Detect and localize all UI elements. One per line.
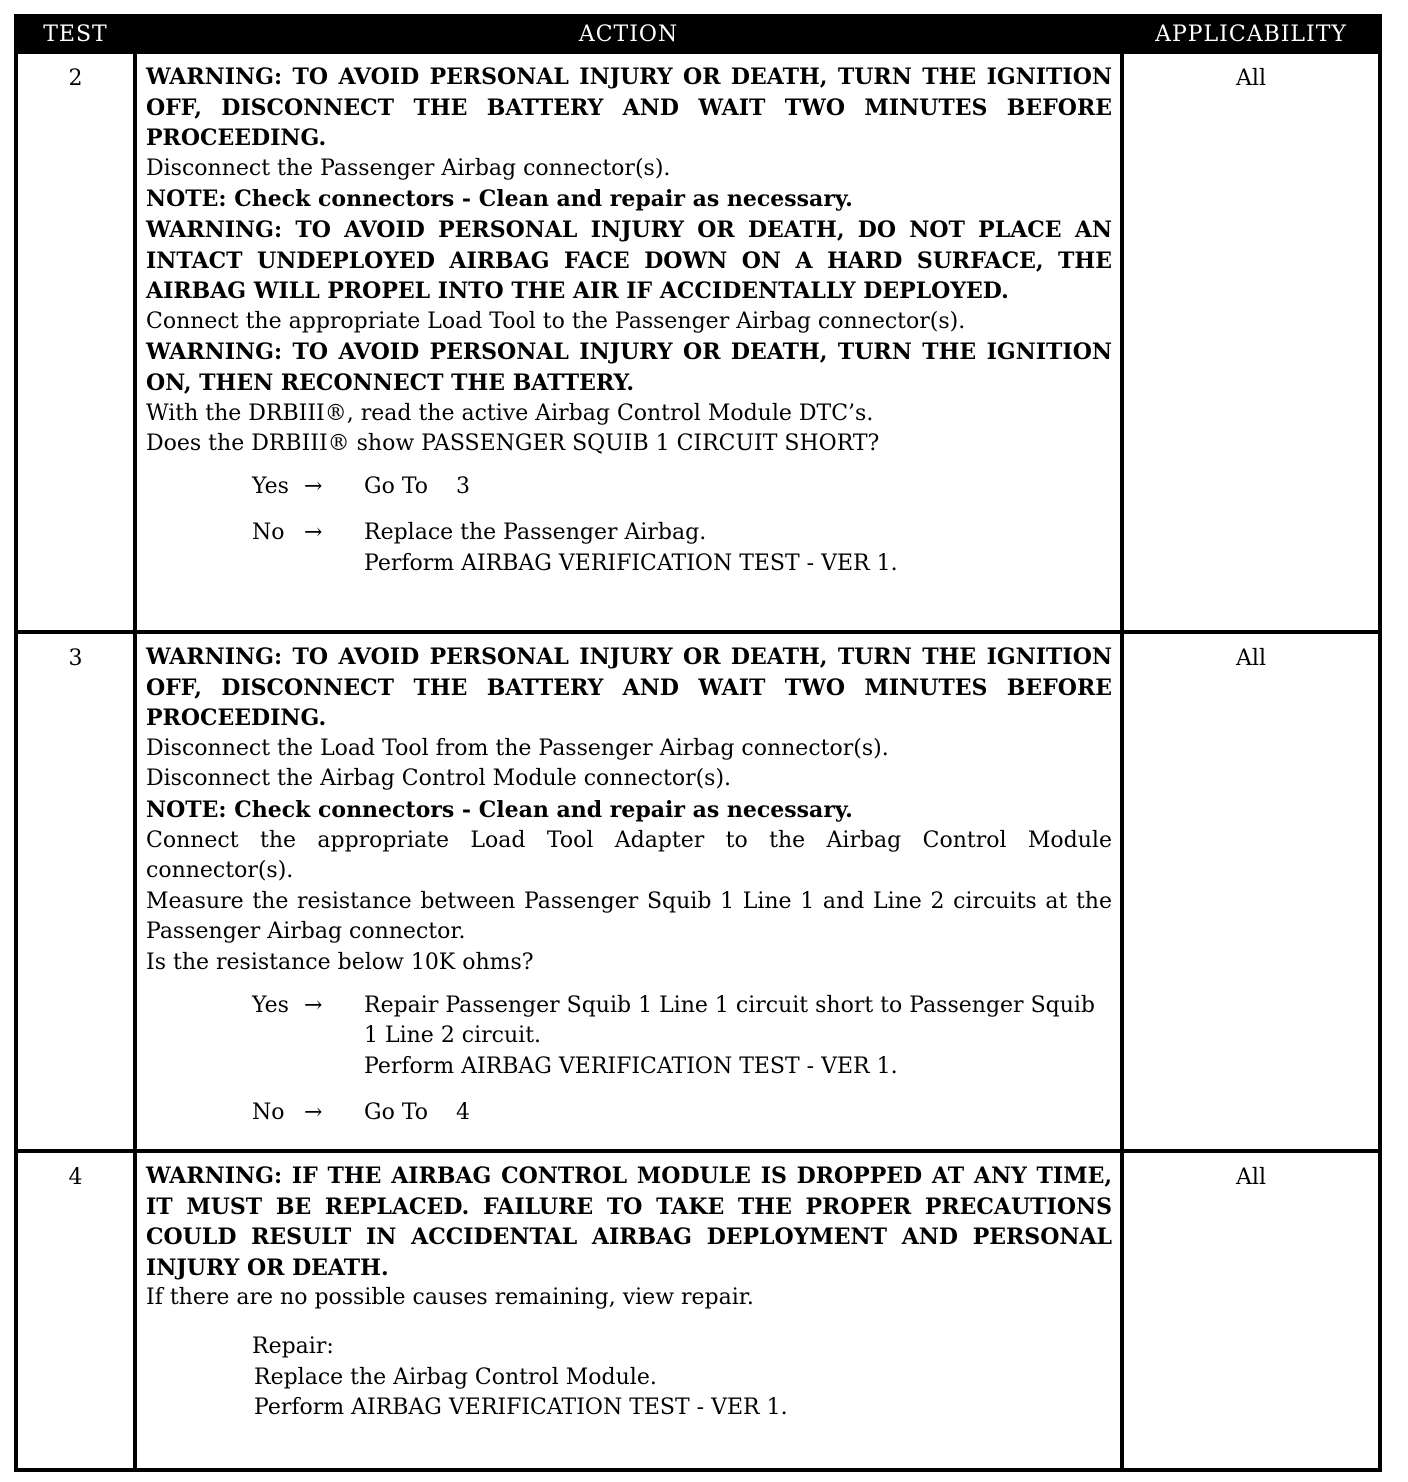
branch-label: No [252,520,285,546]
test-number: 2 [16,52,135,632]
test-row [16,52,1380,632]
step-text: Disconnect the Airbag Control Module connector(s). [146,766,732,792]
branch-label: Yes [252,473,289,499]
repair-line: Perform AIRBAG VERIFICATION TEST - VER 1. [254,1395,788,1421]
branch-yes [252,991,1112,1083]
repair-steps [254,1363,1112,1424]
repair-line: Replace the Airbag Control Module. [254,1364,657,1390]
note-text: NOTE: Check connectors - Clean and repair as necessary. [146,186,853,213]
header-action: ACTION [135,16,1122,52]
applicability-value: All [1122,1151,1380,1470]
step-text: If there are no possible causes remaining, view repair. [146,1285,754,1311]
action-cell [135,1151,1122,1470]
branch-no [252,1098,1112,1129]
branch-yes [252,472,1112,503]
branch-result [364,518,1112,579]
result-line: Replace the Passenger Airbag. [364,520,707,546]
step-text: With the DRBIII®, read the active Airbag Control Module DTC’s. [146,400,874,426]
branch-result [364,472,1112,503]
branch-result [364,1098,1112,1129]
result-line: Perform AIRBAG VERIFICATION TEST - VER 1. [364,550,898,576]
arrow-right-icon: → [304,992,323,1018]
arrow-right-icon: → [304,520,323,546]
warning-text: WARNING: TO AVOID PERSONAL INJURY OR DEATH, TURN THE IGNITION OFF, DISCONNECT THE BATTERY AND WAIT TWO MINUTES BEFORE PROCEEDING. [146,644,1112,732]
warning-text: WARNING: IF THE AIRBAG CONTROL MODULE IS DROPPED AT ANY TIME, IT MUST BE REPLACED. FAILURE TO TAKE THE PROPER PRECAUTIONS COULD RESULT IN ACCIDENTAL AIRBAG DEPLOYMENT AND PERSONAL INJURY OR DEATH. [146,1163,1112,1281]
branch-result [364,991,1112,1083]
repair-label: Repair: [252,1333,334,1359]
action-cell [135,632,1122,1151]
test-number: 3 [16,632,135,1151]
applicability-value: All [1122,632,1380,1151]
arrow-right-icon: → [304,1100,323,1126]
arrow-right-icon: → [304,473,323,499]
step-text: Connect the appropriate Load Tool to the Passenger Airbag connector(s). [146,308,966,334]
goto-link[interactable]: Go To 4 [364,1100,470,1126]
warning-text: WARNING: TO AVOID PERSONAL INJURY OR DEATH, DO NOT PLACE AN INTACT UNDEPLOYED AIRBAG FACE DOWN ON A HARD SURFACE, THE AIRBAG WILL PROPEL INTO THE AIR IF ACCIDENTALLY DEPLOYED. [146,216,1112,305]
goto-link[interactable]: Go To 3 [364,473,470,499]
branch-label: Yes [252,992,289,1018]
warning-text: WARNING: TO AVOID PERSONAL INJURY OR DEATH, TURN THE IGNITION ON, THEN RECONNECT THE BATTERY. [146,339,1112,396]
question-text: Is the resistance below 10K ohms? [146,949,534,975]
step-text: Connect the appropriate Load Tool Adapter to the Airbag Control Module connector(s). [146,827,1112,884]
result-line: Perform AIRBAG VERIFICATION TEST - VER 1. [364,1053,898,1079]
action-cell [135,52,1122,632]
header-test: TEST [16,16,135,52]
header-row [16,16,1380,52]
step-text: Disconnect the Load Tool from the Passenger Airbag connector(s). [146,735,889,761]
step-text: Measure the resistance between Passenger Squib 1 Line 1 and Line 2 circuits at the Passenger Airbag connector. [146,888,1112,945]
question-text: Does the DRBIII® show PASSENGER SQUIB 1 CIRCUIT SHORT? [146,431,880,457]
step-text: Disconnect the Passenger Airbag connector(s). [146,155,671,181]
branch-list [146,472,1112,580]
note-text: NOTE: Check connectors - Clean and repair as necessary. [146,796,853,823]
applicability-value: All [1122,52,1380,632]
test-row [16,632,1380,1151]
header-applicability: APPLICABILITY [1122,16,1380,52]
branch-label: No [252,1100,285,1126]
test-row [16,1151,1380,1470]
procedure-table [14,14,1382,1472]
result-line: Repair Passenger Squib 1 Line 1 circuit short to Passenger Squib 1 Line 2 circuit. [364,992,1096,1049]
warning-text: WARNING: TO AVOID PERSONAL INJURY OR DEATH, TURN THE IGNITION OFF, DISCONNECT THE BATTERY AND WAIT TWO MINUTES BEFORE PROCEEDING. [146,64,1112,152]
branch-list [146,991,1112,1129]
test-number: 4 [16,1151,135,1470]
branch-no [252,518,1112,579]
